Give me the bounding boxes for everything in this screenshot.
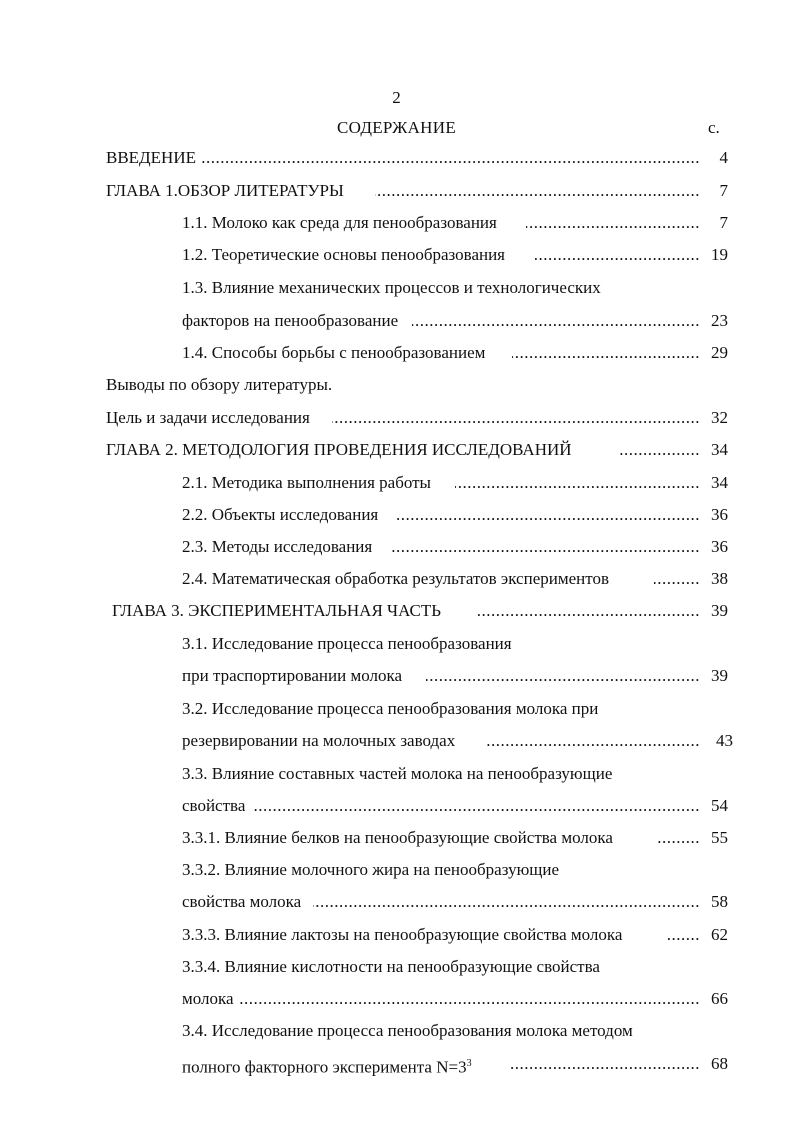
toc-entry-title: 3.2. Исследование процесса пенообразования молока при (182, 699, 599, 718)
toc-entry-title: 3.3.2. Влияние молочного жира на пенообразующие (182, 860, 560, 879)
toc-entry-page: 38 (702, 567, 728, 591)
toc-entry-title: 2.1. Методика выполнения работы (182, 471, 433, 495)
dot-leader (455, 471, 700, 495)
dot-leader (332, 406, 700, 430)
dot-leader (475, 599, 700, 623)
dot-leader (510, 1052, 700, 1076)
dot-leader (238, 987, 700, 1011)
toc-entry (0, 211, 793, 235)
page-title: СОДЕРЖАНИЕ (336, 118, 457, 137)
dot-leader (512, 341, 700, 365)
toc-entry-page: 39 (702, 599, 728, 623)
dot-leader (252, 794, 700, 818)
toc-entry (0, 438, 793, 462)
toc-entry-title: свойства (182, 794, 247, 818)
toc-entry-page: 19 (702, 243, 728, 267)
dot-leader (486, 729, 700, 753)
page-column-label: с. (708, 118, 720, 137)
dot-leader (313, 890, 700, 914)
toc-entry-title: 1.2. Теоретические основы пенообразования (182, 243, 507, 267)
toc-entry (0, 503, 793, 527)
toc-entry-page: 32 (702, 406, 728, 430)
toc-entry (0, 729, 793, 753)
toc-entry-page: 66 (702, 987, 728, 1011)
toc-entry-page: 4 (702, 146, 728, 170)
toc-entry-page: 68 (702, 1052, 728, 1076)
toc-entry-page: 29 (702, 341, 728, 365)
toc-entry (0, 309, 793, 333)
toc-entry-title: 1.1. Молоко как среда для пенообразования (182, 211, 499, 235)
toc-entry-title: 1.3. Влияние механических процессов и технологических (182, 278, 601, 297)
toc-entry (0, 987, 793, 1011)
dot-leader (665, 923, 700, 947)
toc-entry-continued (0, 1019, 793, 1043)
toc-entry-page: 36 (702, 503, 728, 527)
toc-entry-title: Цель и задачи исследования (106, 406, 312, 430)
toc-entry-continued (0, 373, 793, 397)
toc-entry-continued (0, 762, 793, 786)
toc-entry-title: при траспортировании молока (182, 664, 404, 688)
toc-entry-title: свойства молока (182, 890, 303, 914)
dot-leader (375, 179, 700, 203)
toc-entry-page: 23 (702, 309, 728, 333)
dot-leader (412, 309, 700, 333)
toc-entry-title: 2.3. Методы исследования (182, 535, 374, 559)
toc-entry-page: 54 (702, 794, 728, 818)
toc-entry-continued (0, 858, 793, 882)
toc-entry-title-text: полного факторного эксперимента N=3 (182, 1057, 467, 1077)
dot-leader (390, 535, 700, 559)
toc-entry (0, 567, 793, 591)
toc-entry-title: ВВЕДЕНИЕ (106, 146, 198, 170)
dot-leader (535, 243, 700, 267)
toc-entry-title: 3.1. Исследование процесса пенообразования (182, 634, 512, 653)
toc-entry-title: 3.4. Исследование процесса пенообразования молока методом (182, 1021, 633, 1040)
toc-entry (0, 471, 793, 495)
dot-leader (426, 664, 700, 688)
toc-entry (0, 146, 793, 170)
toc-entry-continued (0, 955, 793, 979)
toc-entry-title: 3.3.1. Влияние белков на пенообразующие свойства молока (182, 826, 615, 850)
toc-entry-title: 3.3.3. Влияние лактозы на пенообразующие свойства молока (182, 923, 624, 947)
toc-entry-page: 62 (702, 923, 728, 947)
toc-entry-title: ГЛАВА 1.ОБЗОР ЛИТЕРАТУРЫ (106, 179, 346, 203)
toc-entry-continued (0, 276, 793, 300)
page-number: 2 (392, 88, 401, 107)
toc-entry-page: 39 (702, 664, 728, 688)
toc-entry-page: 58 (702, 890, 728, 914)
toc-entry (0, 664, 793, 688)
toc-entry (0, 890, 793, 914)
dot-leader (654, 567, 700, 591)
toc-entry (0, 535, 793, 559)
dot-leader (396, 503, 700, 527)
toc-entry-page: 55 (702, 826, 728, 850)
dot-leader (656, 826, 700, 850)
toc-entry-title (182, 1052, 474, 1080)
dot-leader (200, 146, 700, 170)
toc-entry-page: 36 (702, 535, 728, 559)
toc-entry-page: 34 (702, 471, 728, 495)
toc-entry-title: 1.4. Способы борьбы с пенообразованием (182, 341, 487, 365)
toc-entry (0, 923, 793, 947)
toc-entry-title: 2.4. Математическая обработка результатов экспериментов (182, 567, 611, 591)
toc-entry-title: резервировании на молочных заводах (182, 729, 457, 753)
toc-entry-page: 7 (702, 211, 728, 235)
toc-entry (0, 341, 793, 365)
toc-entry-title: ГЛАВА 3. ЭКСПЕРИМЕНТАЛЬНАЯ ЧАСТЬ (112, 599, 443, 623)
exponent: 3 (466, 1058, 472, 1069)
toc-entry (0, 243, 793, 267)
toc-entry-page: 34 (702, 438, 728, 462)
toc-entry-title: 2.2. Объекты исследования (182, 503, 380, 527)
toc-entry (0, 794, 793, 818)
toc-entry-title: Выводы по обзору литературы. (106, 375, 333, 394)
toc-entry-continued (0, 632, 793, 656)
toc-entry-page: 43 (707, 729, 733, 753)
toc-entry (0, 1052, 793, 1076)
toc-entry-title: 3.3. Влияние составных частей молока на пенообразующие (182, 764, 613, 783)
toc-entry-title: факторов на пенообразование (182, 309, 400, 333)
toc-entry (0, 179, 793, 203)
dot-leader (620, 438, 700, 462)
toc-entry-continued (0, 697, 793, 721)
toc-entry-title: молока (182, 987, 236, 1011)
toc-entry-page: 7 (702, 179, 728, 203)
toc-entry (0, 826, 793, 850)
toc-entry (0, 599, 793, 623)
toc-entry-title: 3.3.4. Влияние кислотности на пенообразующие свойства (182, 957, 600, 976)
toc-entry-title: ГЛАВА 2. МЕТОДОЛОГИЯ ПРОВЕДЕНИЯ ИССЛЕДОВАНИЙ (106, 438, 574, 462)
dot-leader (526, 211, 700, 235)
toc-entry (0, 406, 793, 430)
